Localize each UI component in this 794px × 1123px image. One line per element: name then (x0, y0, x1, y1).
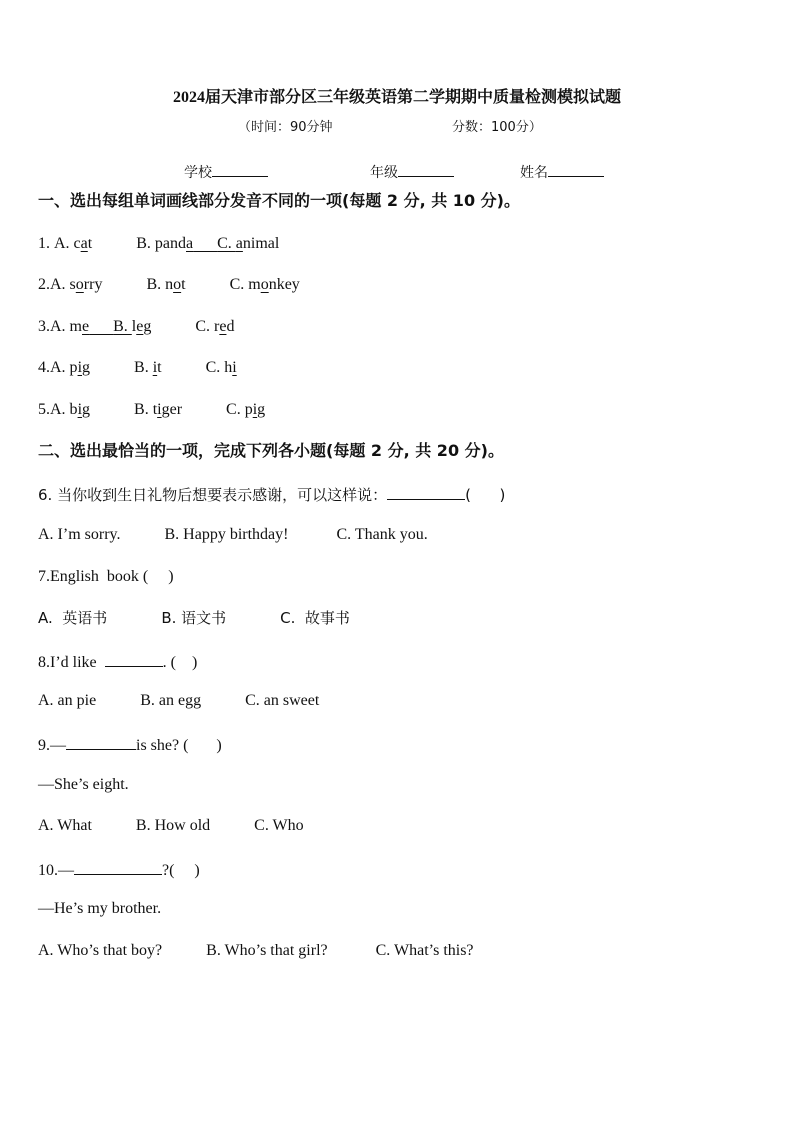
school-field (184, 160, 268, 183)
question-4 (38, 358, 237, 378)
question-6 (38, 483, 505, 505)
q1-a-end: t (87, 235, 93, 252)
q3-a-gap (89, 318, 113, 335)
q7-option-a: A. 英语书 (38, 609, 108, 627)
q6-stem: 6. 当你收到生日礼物后想要表示感谢，可以这样说： (38, 486, 388, 504)
q4-number: 4. (38, 359, 50, 376)
school-blank (212, 160, 268, 177)
q2-b-text: B. n (146, 276, 174, 293)
page-title: 2024届天津市部分区三年级英语第二学期期中质量检测模拟试题 (172, 89, 621, 106)
q10-option-c: C. What’s this? (375, 942, 474, 959)
grade-field (370, 160, 454, 183)
q1-c-end: nimal (242, 235, 280, 252)
q8-stem-b: . ( ) (162, 654, 198, 671)
q2-option-a (50, 275, 102, 295)
q3-b-end: g (143, 318, 152, 335)
q2-b-end: t (181, 276, 186, 293)
q3-a-underline: e (82, 318, 90, 335)
q5-option-b (134, 400, 182, 420)
school-label: 学校 (184, 165, 212, 181)
q5-option-c (226, 400, 265, 420)
q8-option-b: B. an egg (140, 692, 202, 709)
q10-option-a: A. Who’s that boy? (38, 942, 163, 959)
question-7: 7.English book ( ) (38, 568, 174, 585)
q5-c-end: g (257, 401, 266, 418)
q10-options (38, 941, 474, 961)
q2-option-b (146, 275, 185, 295)
q4-c-text: C. h (205, 359, 233, 376)
q8-option-c: C. an sweet (245, 692, 320, 709)
q1-c-underline: a (235, 235, 243, 252)
q1-a-text: A. c (54, 235, 81, 252)
q3-b-prefix: B. (113, 318, 132, 335)
section-1-heading: 一、选出每组单词画线部分发音不同的一项(每题 2 分, 共 10 分)。 (38, 191, 520, 210)
question-2 (38, 275, 300, 295)
q1-option-c (217, 234, 279, 254)
q3-c-underline: e (219, 318, 227, 335)
q1-c-prefix: C. (217, 235, 236, 252)
q2-number: 2. (38, 276, 50, 293)
q9-option-c: C. Who (254, 817, 304, 834)
q5-b-text: B. t (134, 401, 158, 418)
q3-number: 3. (38, 318, 50, 335)
q3-b-underline: e (136, 318, 144, 335)
q9-option-b: B. How old (135, 817, 211, 834)
question-9 (38, 733, 222, 756)
q10-stem-a: 10.— (38, 862, 74, 879)
q8-option-a: A. an pie (38, 692, 97, 709)
q9-blank (66, 733, 136, 750)
q9-stem-a: 9.— (38, 737, 66, 754)
q9-reply: —She’s eight. (38, 776, 129, 793)
q4-b-underline: i (152, 359, 158, 376)
q1-option-a (54, 234, 92, 254)
q3-b-text: l (131, 318, 137, 335)
q2-a-end: rry (83, 276, 103, 293)
q9-options (38, 816, 304, 836)
name-blank (548, 160, 604, 177)
q1-option-b (136, 234, 217, 254)
q5-c-underline: i (252, 401, 258, 418)
q4-c-underline: i (232, 359, 237, 376)
q2-c-end: nkey (268, 276, 300, 293)
q6-options (38, 525, 428, 545)
q3-option-a (50, 317, 113, 337)
q1-b-gap (193, 235, 217, 252)
q4-b-end: t (157, 359, 162, 376)
q2-c-text: C. m (229, 276, 261, 293)
q3-c-text: C. r (195, 318, 220, 335)
q2-a-underline: o (75, 276, 84, 293)
q6-blank (387, 483, 465, 500)
q6-option-b: B. Happy birthday! (164, 526, 289, 543)
q4-option-a (50, 358, 90, 378)
grade-blank (398, 160, 454, 177)
q9-option-a: A. What (38, 817, 92, 834)
q10-option-b: B. Who’s that girl? (206, 942, 328, 959)
q4-a-underline: i (77, 359, 83, 376)
q6-option-a: A. I’m sorry. (38, 526, 121, 543)
q5-a-end: g (82, 401, 91, 418)
q9-stem-b: is she? ( ) (136, 737, 222, 754)
q4-b-text: B. (134, 359, 153, 376)
question-8 (38, 650, 197, 673)
question-3 (38, 317, 234, 337)
q7-options (38, 608, 350, 628)
q10-stem-b: ?( ) (162, 862, 200, 879)
section-2-heading: 二、选出最恰当的一项，完成下列各小题(每题 2 分, 共 20 分)。 (38, 441, 504, 460)
q5-a-underline: i (77, 401, 83, 418)
q2-option-c (230, 275, 300, 295)
q10-reply: —He’s my brother. (38, 900, 162, 917)
name-field (520, 160, 604, 183)
time-info: （时间：90分钟 (238, 120, 333, 135)
question-10 (38, 858, 200, 881)
q2-c-underline: o (260, 276, 269, 293)
q5-b-end: ger (161, 401, 183, 418)
q5-b-underline: i (157, 401, 162, 418)
score-info: 分数：100分） (452, 120, 542, 135)
question-1 (38, 234, 279, 254)
q3-option-c (195, 317, 234, 337)
q8-stem-a: 8.I’d like (38, 654, 105, 671)
q1-number: 1. (38, 235, 54, 252)
q4-a-text: A. p (50, 359, 78, 376)
q7-option-b: B. 语文书 (161, 609, 227, 627)
q6-option-c: C. Thank you. (336, 526, 428, 543)
q2-b-underline: o (173, 276, 182, 293)
q8-options (38, 691, 319, 711)
q5-c-text: C. p (226, 401, 253, 418)
q3-option-b (113, 317, 151, 337)
grade-label: 年级 (370, 165, 398, 181)
q10-blank (74, 858, 162, 875)
q4-option-c (206, 358, 237, 378)
q4-a-end: g (82, 359, 91, 376)
q5-option-a (50, 400, 90, 420)
q3-a-text: A. m (50, 318, 82, 335)
q6-paren: ( ) (465, 486, 506, 504)
q4-option-b (134, 358, 162, 378)
q2-a-text: A. s (50, 276, 76, 293)
q1-b-underline: a (186, 235, 194, 252)
name-label: 姓名 (520, 165, 548, 181)
q5-a-text: A. b (50, 401, 78, 418)
q8-blank (105, 650, 163, 667)
q1-a-underline: a (80, 235, 88, 252)
q3-c-end: d (226, 318, 235, 335)
q5-number: 5. (38, 401, 50, 418)
q7-option-c: C. 故事书 (280, 609, 350, 627)
question-5 (38, 400, 265, 420)
q1-b-text: B. pand (136, 235, 186, 252)
